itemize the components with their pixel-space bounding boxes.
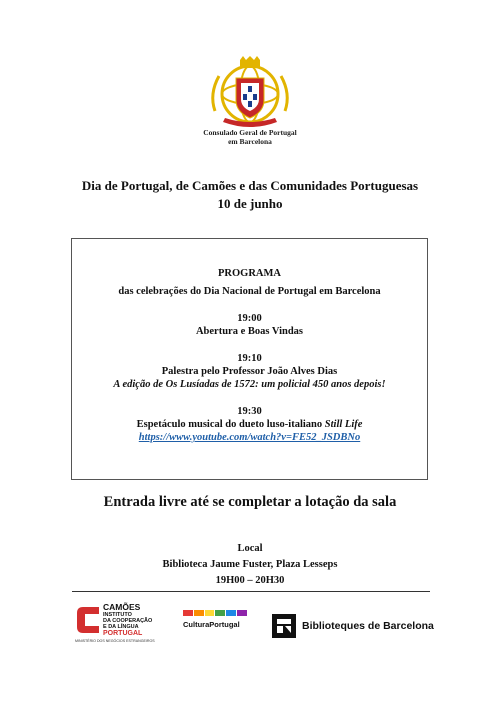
portugal-coat-of-arms-logo [205, 56, 295, 130]
camoes-institute-logo [75, 603, 165, 643]
program-item-time: 19:10 [237, 353, 262, 364]
entrance-note: Entrada livre até se completar a lotação da sala [103, 494, 397, 510]
consulate-name-line1: Consulado Geral de Portugal [203, 128, 297, 137]
location-venue: Biblioteca Jaume Fuster, Plaza Lesseps [162, 559, 338, 570]
cultura-portugal-logo [182, 610, 248, 638]
biblioteques-icon [272, 614, 296, 638]
location-label: Local [237, 543, 263, 554]
youtube-link[interactable]: https://www.youtube.com/watch?v=FE52_JSDBNo [138, 432, 361, 443]
camoes-portugal: PORTUGAL [103, 630, 143, 637]
event-date: 10 de junho [217, 196, 283, 211]
program-box [71, 238, 428, 480]
program-item-time: 19:30 [237, 406, 262, 417]
camoes-subtitle-2: DA COOPERAÇÃO [103, 618, 153, 624]
program-item-title-text: Espetáculo musical do dueto luso-italiano [136, 419, 325, 430]
cultura-color-bar-icon [183, 610, 247, 616]
camoes-c-icon [75, 603, 101, 637]
divider [72, 591, 430, 592]
cultura-wordmark: CulturaPortugal [183, 620, 240, 629]
biblioteques-barcelona-logo [272, 614, 434, 640]
program-item-time: 19:00 [237, 313, 262, 324]
camoes-wordmark: CAMÕES [103, 602, 141, 612]
biblioteques-wordmark: Biblioteques de Barcelona [302, 620, 434, 632]
camoes-ministry: MINISTÉRIO DOS NEGÓCIOS ESTRANGEIROS [75, 639, 155, 643]
program-heading: PROGRAMA [218, 268, 281, 279]
program-item-title: Palestra pelo Professor João Alves Dias [161, 366, 338, 377]
program-subheading: das celebrações do Dia Nacional de Portugal em Barcelona [118, 286, 381, 297]
location-hours: 19H00 – 20H30 [215, 575, 285, 586]
consulate-name-line2: em Barcelona [228, 137, 272, 146]
consulate-name [190, 128, 310, 146]
program-item-subtitle: A edição de Os Lusíadas de 1572: um policial 450 anos depois! [113, 379, 386, 390]
program-item-title [72, 418, 427, 431]
camoes-subtitle-3: E DA LÍNGUA [103, 624, 139, 630]
event-title: Dia de Portugal, de Camões e das Comunidades Portuguesas [81, 178, 419, 193]
band-name: Still Life [324, 419, 363, 430]
program-link-row [72, 431, 427, 444]
program-item-title: Abertura e Boas Vindas [195, 326, 304, 337]
event-headline [0, 177, 500, 213]
camoes-subtitle-1: INSTITUTO [103, 612, 132, 618]
